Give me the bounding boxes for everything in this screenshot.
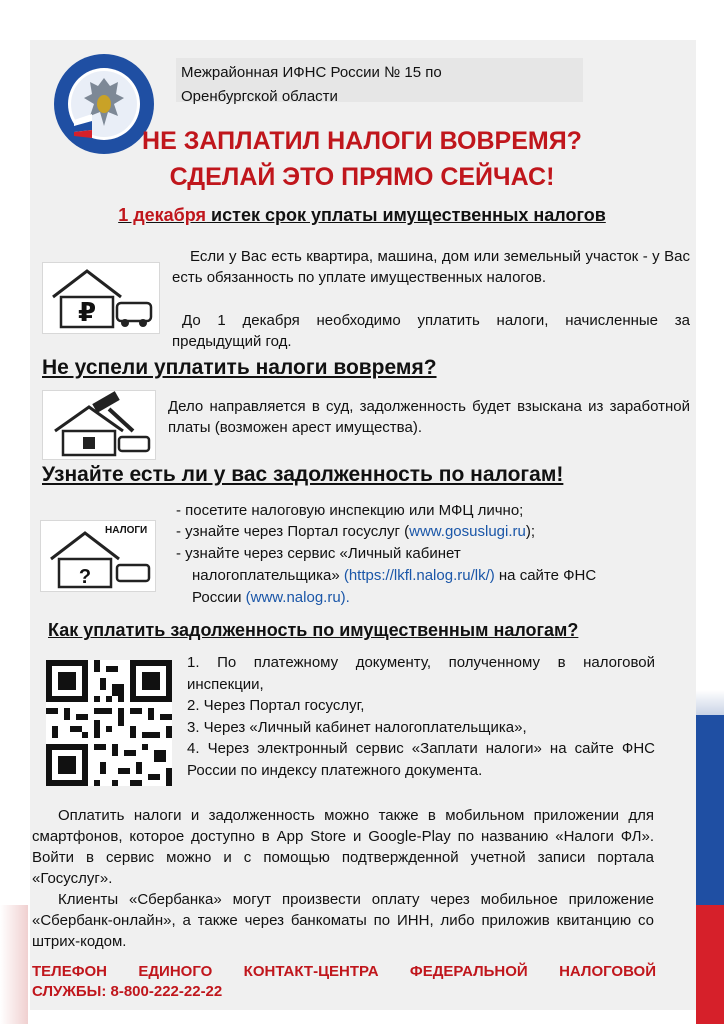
bullet-gosuslugi: - узнайте через Портал госуслуг (www.gosuslugi.ru);: [176, 523, 536, 540]
svg-text:₽: ₽: [77, 298, 97, 328]
deadline-text: истек срок уплаты имущественных налогов: [206, 205, 606, 225]
deadline-heading: [30, 205, 694, 226]
nalog-link[interactable]: (www.nalog.ru).: [245, 589, 350, 606]
payment-method-1: 1. По платежному документу, полученному в налоговой инспекции,: [187, 654, 655, 693]
bullet-visit-office: - посетите налоговую инспекцию или МФЦ лично;: [176, 502, 524, 519]
icon-question-mark: ?: [78, 566, 92, 588]
flag-stripe-blue: [696, 715, 724, 905]
contact-center-line1: ТЕЛЕФОН ЕДИНОГО КОНТАКТ-ЦЕНТРА ФЕДЕРАЛЬНОЙ НАЛОГОВОЙ: [32, 963, 656, 980]
section1-paragraph1: Если у Вас есть квартира, машина, дом или земельный участок - у Вас есть обязанность по уплате имущественных налогов.: [172, 248, 690, 286]
section1-paragraph2: До 1 декабря необходимо уплатить налоги, начисленные за предыдущий год.: [172, 312, 690, 350]
bullet-lk-line2: налогоплательщика» (https://lkfl.nalog.ru/lk/) на сайте ФНС: [192, 567, 597, 584]
page-title-line2: СДЕЛАЙ ЭТО ПРЯМО СЕЙЧАС!: [169, 163, 555, 191]
section3-heading: Узнайте есть ли у вас задолженность по налогам!: [42, 463, 564, 486]
house-ruble-icon: [42, 262, 160, 334]
mobile-app-paragraph: Оплатить налоги и задолженность можно также в мобильном приложении для смартфонов, которое доступно в App Store и Google-Play по названию «Налоги ФЛ». Войти в сервис можно и с помощью подтвержденной учетной записи портала «Госуслуг».: [32, 807, 654, 887]
sberbank-paragraph: Клиенты «Сбербанка» могут произвести оплату через мобильное приложение «Сбербанк-онлайн», а также через банкоматы по ИНН, либо приложив квитанцию со штрих-кодом.: [32, 891, 654, 950]
payment-method-2: 2. Через Портал госуслуг,: [187, 697, 365, 714]
office-name-line1: Межрайонная ИФНС России № 15 по: [181, 64, 442, 81]
lkfl-link[interactable]: (https://lkfl.nalog.ru/lk/): [343, 567, 495, 584]
flag-stripe-white: [696, 690, 724, 715]
bullet-lk-line3: России (www.nalog.ru).: [192, 589, 350, 606]
gosuslugi-link[interactable]: www.gosuslugi.ru: [409, 523, 526, 540]
page-title-line1: НЕ ЗАПЛАТИЛ НАЛОГИ ВОВРЕМЯ?: [142, 127, 582, 155]
section4-heading: Как уплатить задолженность по имущественным налогам?: [48, 620, 579, 640]
gavel-house-icon: [42, 390, 156, 460]
flag-stripe-red-left: [0, 905, 28, 1024]
contact-center-phone: СЛУЖБЫ: 8-800-222-22-22: [32, 983, 223, 1000]
section2-heading: Не успели уплатить налоги вовремя?: [42, 356, 437, 379]
flag-stripe-red: [696, 905, 724, 1024]
house-question-icon: [40, 520, 156, 592]
qr-code-icon[interactable]: [46, 660, 172, 786]
deadline-date: 1 декабря: [118, 205, 207, 225]
office-name-line2: Оренбургской области: [181, 88, 338, 105]
payment-method-4: 4. Через электронный сервис «Заплати налоги» на сайте ФНС России по индексу платежного документа.: [187, 740, 655, 779]
payment-methods-list: [187, 652, 655, 781]
icon-label-nalogi: НАЛОГИ: [105, 525, 148, 536]
bullet-lk-line1: - узнайте через сервис «Личный кабинет: [176, 545, 461, 562]
payment-method-3: 3. Через «Личный кабинет налогоплательщика»,: [187, 718, 527, 736]
section2-text: Дело направляется в суд, задолженность будет взыскана из заработной платы (возможен арест имущества).: [168, 398, 690, 436]
